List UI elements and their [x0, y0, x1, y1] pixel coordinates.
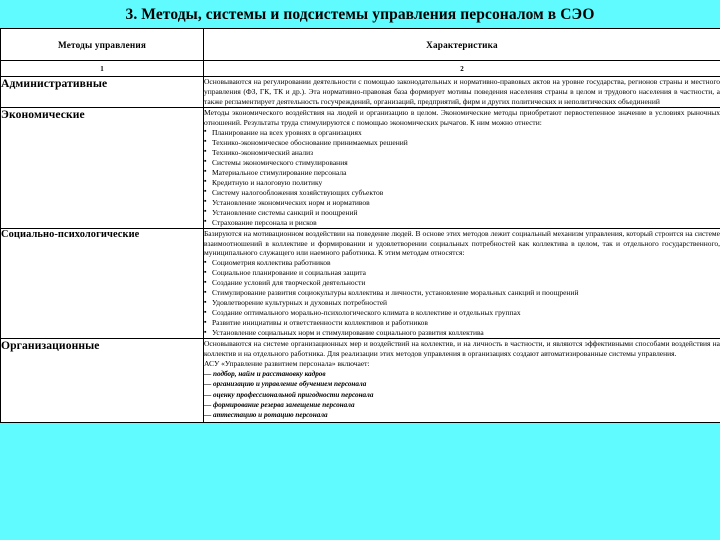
list-item: ▪ Технико-экономическое обоснование принимаемых решений [204, 138, 720, 148]
method-bullet-list [204, 128, 720, 228]
bottom-spacer [204, 420, 720, 422]
list-item: ▪ Установление системы санкций и поощрений [204, 208, 720, 218]
page-title: 3. Методы, системы и подсистемы управления персоналом в СЭО [125, 6, 595, 23]
table-row [1, 228, 720, 339]
list-item: — формирование резерва замещение персонала [204, 400, 355, 409]
list-item: — аттестацию и ротацию персонала [204, 410, 328, 419]
method-paragraph: Базируются на мотивационном воздействии на поведение людей. В основе этих методов лежит социальный механизм управления, который строится на системе взаимоотношений в коллективе и формировании и удовлетворении социальных потребностей как коллектива в целом, так и отдельного государственного, муниципального служащего или наемного работника. К этим методам относятся: [204, 228, 720, 258]
column-number-2: 2 [204, 61, 720, 77]
method-desc-social-psychological [204, 228, 720, 339]
method-bullet-list [204, 258, 720, 338]
list-item: ▪ Материальное стимулирование персонала [204, 168, 720, 178]
list-item: ▪ Социометрия коллектива работников [204, 258, 720, 268]
table-header-row [1, 29, 720, 61]
asu-line: АСУ «Управление развитием персонала» включает: [204, 359, 370, 369]
list-item: ▪ Страхование персонала и рисков [204, 218, 720, 228]
list-item: ▪ Удовлетворение культурных и духовных потребностей [204, 298, 720, 308]
list-item: ▪ Создание оптимального морально-психологического климата в коллективе и отдельных группах [204, 308, 720, 318]
method-desc-organizational [204, 339, 720, 423]
table-number-row [1, 61, 720, 77]
asu-dash-list [204, 369, 720, 420]
list-item: ▪ Систему налогообложения хозяйствующих субъектов [204, 188, 720, 198]
list-item: ▪ Технико-экономический анализ [204, 148, 720, 158]
method-name-social-psychological: Социально-психологические [1, 228, 204, 339]
method-desc-economic [204, 107, 720, 228]
list-item: ▪ Создание условий для творческой деятельности [204, 278, 720, 288]
table-row [1, 107, 720, 228]
method-name-economic: Экономические [1, 107, 204, 228]
column-header-methods: Методы управления [1, 29, 204, 61]
list-item: ▪ Кредитную и налоговую политику [204, 178, 720, 188]
column-number-1: 1 [1, 61, 204, 77]
method-paragraph: Основываются на системе организационных мер и воздействий на коллектив, и на личность в частности, и являются эффективными способами воздействия на коллектив и на отдельного работника. Для реализации этих методов управления в организациях создают автоматизированные системы управления. [204, 339, 720, 359]
table-row [1, 77, 720, 108]
column-header-characteristic: Характеристика [204, 29, 720, 61]
method-paragraph: Методы экономического воздействия на людей и организацию в целом. Экономические методы приобретают первостепенное значение в условиях рыночных отношений. Результаты труда стимулируются с помощью экономических рычагов. К ним можно отнести: [204, 107, 720, 127]
table-row [1, 339, 720, 423]
methods-table [0, 29, 720, 423]
list-item: ▪ Планирование на всех уровнях в организациях [204, 128, 720, 138]
list-item: ▪ Установление экономических норм и нормативов [204, 198, 720, 208]
method-desc-administrative [204, 77, 720, 108]
list-item: — оценку профессиональной пригодности персонала [204, 390, 374, 399]
method-name-administrative: Административные [1, 77, 204, 108]
method-paragraph: Основываются на регулировании деятельности с помощью законодательных и нормативно-правовых актов на уровне государства, регионов страны и местного управления (ФЗ, ГК, ТК и др.). Эта нормативно-правовая база формирует мотивы поведения населения страны в целом и трудового населения в частности, а также регламентирует деятельность госучреждений, организаций, предприятий, фирм и других политических и неполитических объединений [204, 77, 720, 106]
list-item: ▪ Социальное планирование и социальная защита [204, 268, 720, 278]
list-item: ▪ Установление социальных норм и стимулирование социального развития коллектива [204, 328, 720, 338]
list-item: ▪ Стимулирование развития социокультуры коллектива и личности, установление моральных санкций и поощрений [204, 288, 720, 298]
list-item: ▪ Развитие инициативы и ответственности коллективов и работников [204, 318, 720, 328]
methods-table-container [0, 28, 720, 423]
list-item: — подбор, найм и расстановку кадров [204, 370, 326, 379]
method-name-organizational: Организационные [1, 339, 204, 423]
list-item: ▪ Системы экономического стимулирования [204, 158, 720, 168]
list-item: — организацию и управление обучением персонала [204, 380, 367, 389]
